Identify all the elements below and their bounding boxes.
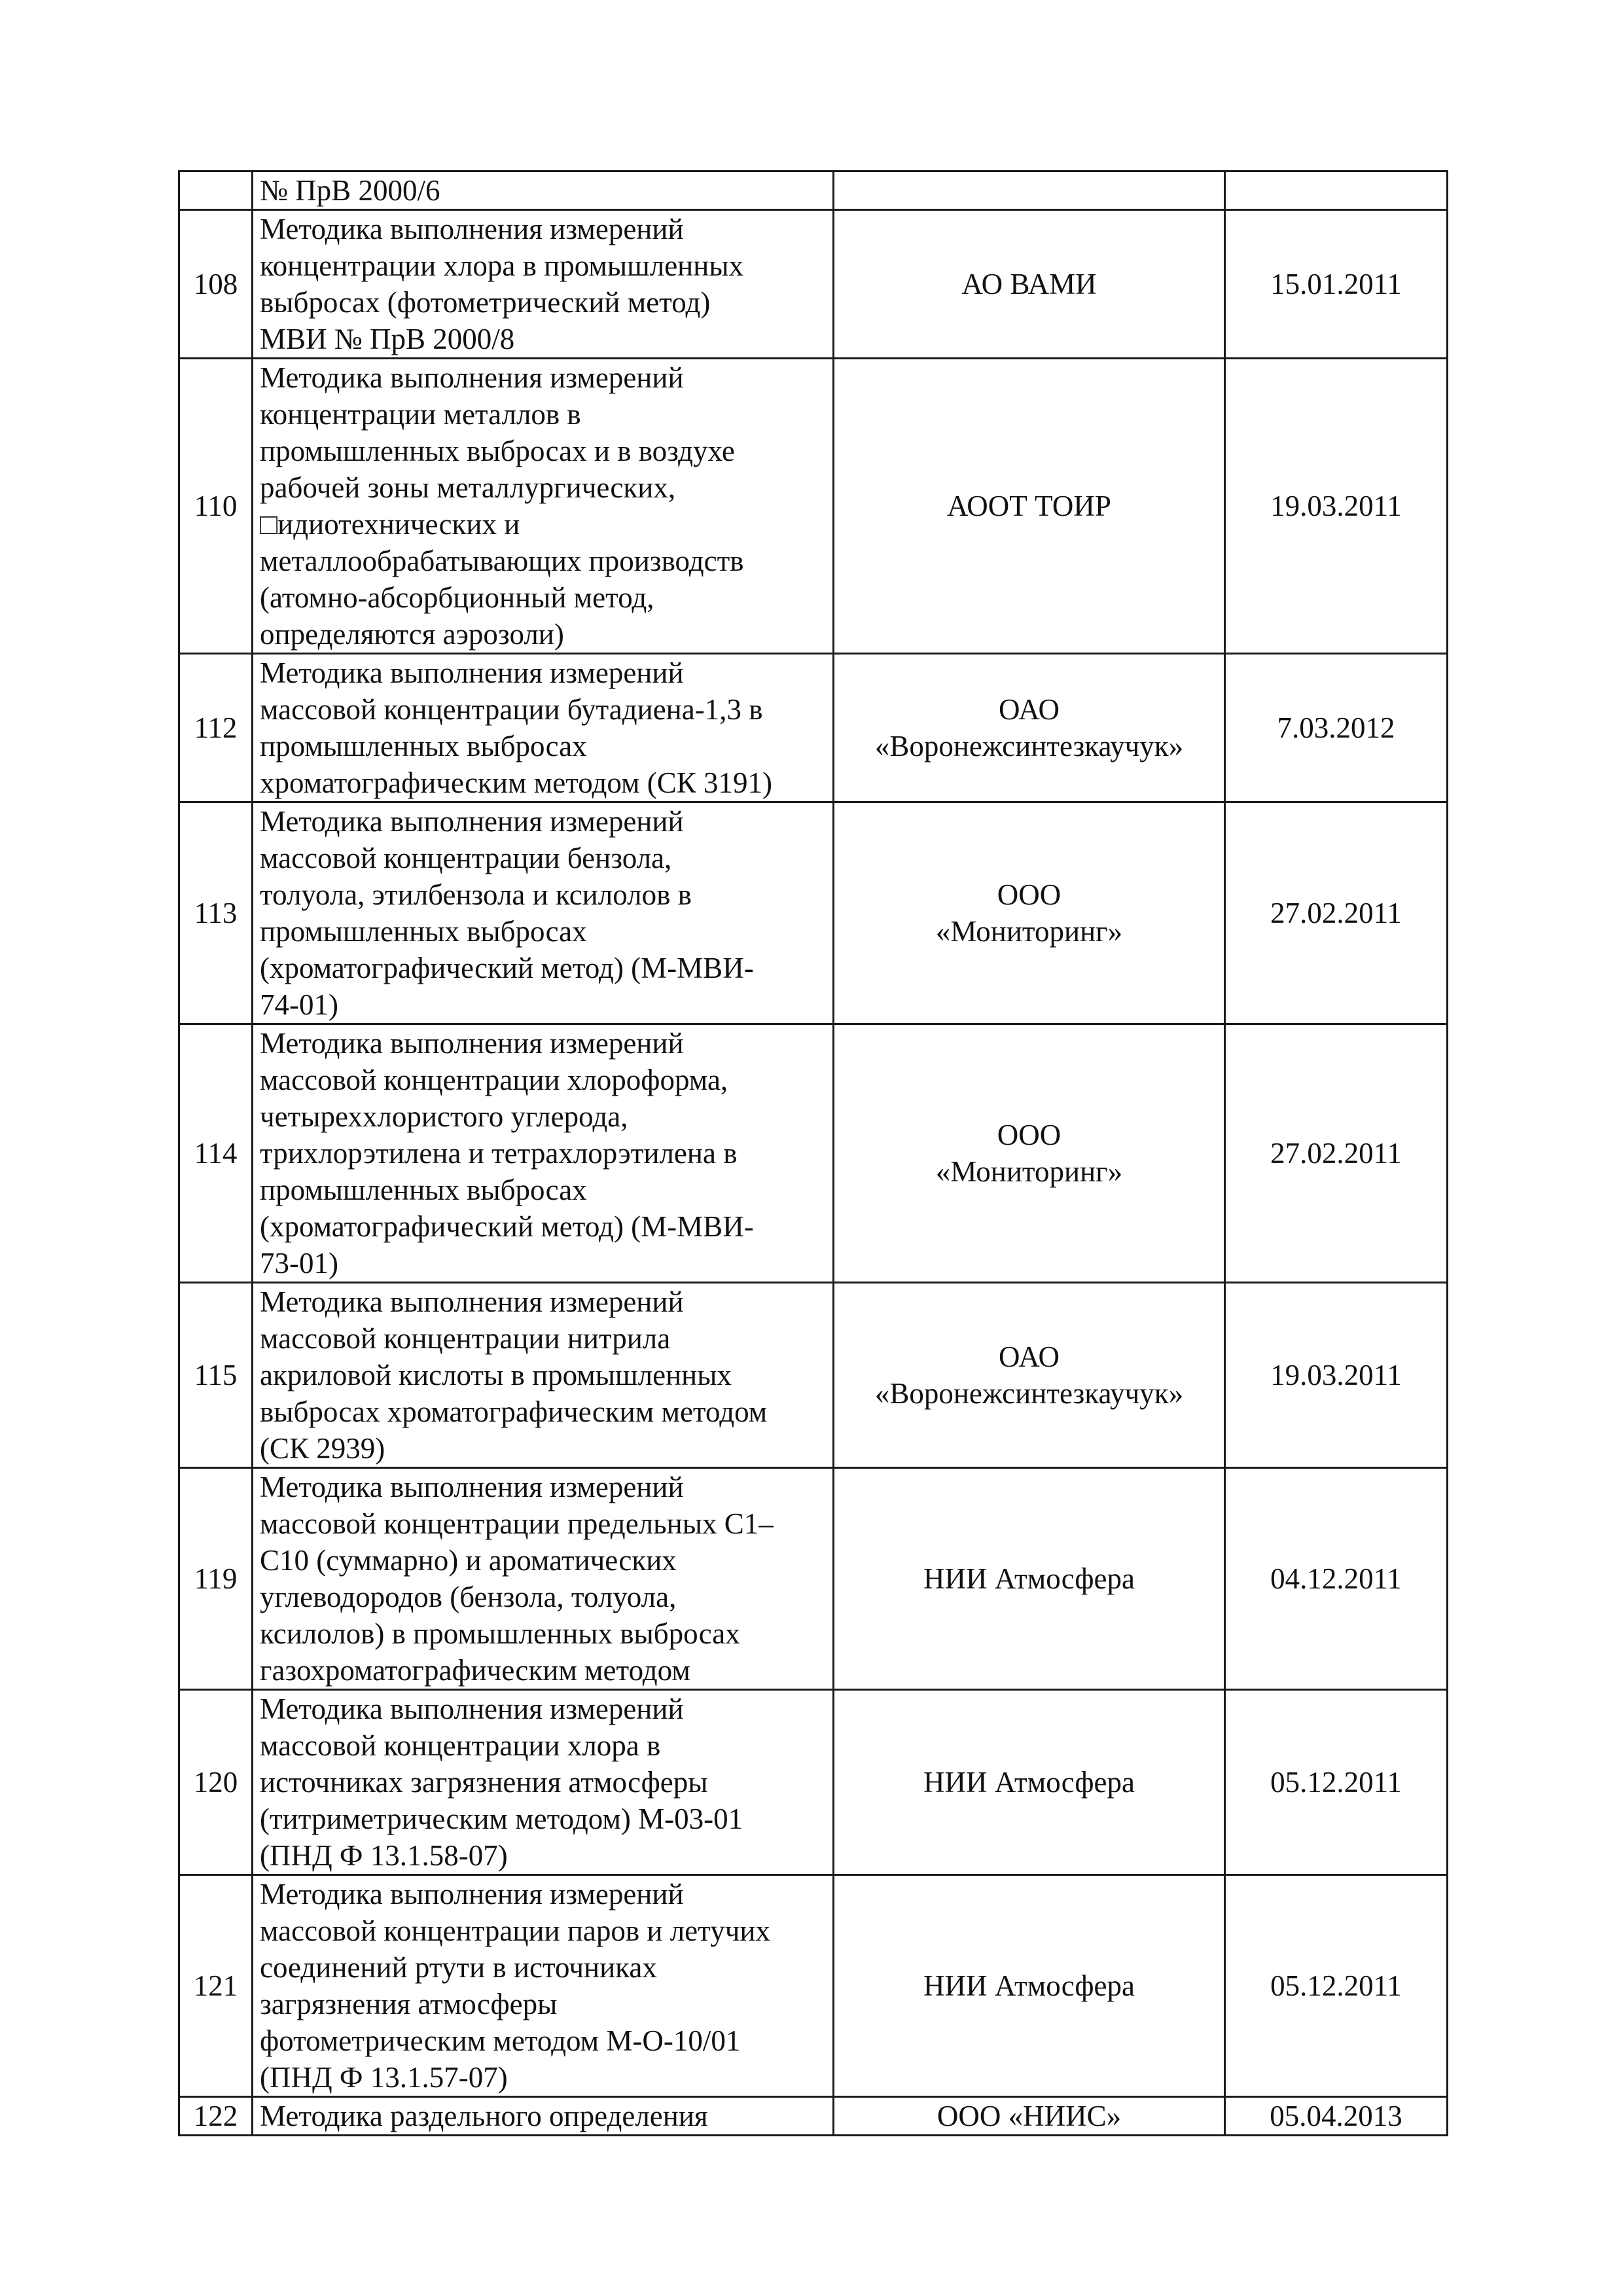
row-number: 119 [179, 1468, 253, 1690]
validity-date: 7.03.2012 [1225, 654, 1448, 802]
row-number: 121 [179, 1875, 253, 2097]
validity-date: 19.03.2011 [1225, 1283, 1448, 1468]
developer-organization: НИИ Атмосфера [834, 1468, 1225, 1690]
developer-organization: ОАО «Воронежсинтезкаучук» [834, 654, 1225, 802]
table-row [179, 1468, 1448, 1690]
developer-organization: ООО «НИИС» [834, 2097, 1225, 2136]
method-description: Методика выполнения измерений массовой концентрации нитрила акриловой кислоты в промышленных выбросах хроматографическим методом (СК 2939) [253, 1283, 834, 1468]
method-description: Методика выполнения измерений массовой концентрации паров и летучих соединений ртути в источниках загрязнения атмосферы фотометрическим методом М-О-10/01 (ПНД Ф 13.1.57-07) [253, 1875, 834, 2097]
method-description: Методика выполнения измерений массовой концентрации бензола, толуола, этилбензола и ксилолов в промышленных выбросах (хроматографический метод) (М-МВИ- 74-01) [253, 802, 834, 1024]
table-row [179, 1024, 1448, 1283]
method-description: Методика раздельного определения [253, 2097, 834, 2136]
validity-date [1225, 171, 1448, 210]
validity-date: 05.04.2013 [1225, 2097, 1448, 2136]
method-description: Методика выполнения измерений концентрации металлов в промышленных выбросах и в воздухе рабочей зоны металлургических, □идиотехнических и металлообрабатывающих производств (атомно-абсорбционный метод, определяются аэрозоли) [253, 359, 834, 654]
table-row [179, 210, 1448, 359]
method-description: № ПрВ 2000/6 [253, 171, 834, 210]
row-number: 108 [179, 210, 253, 359]
developer-organization: АО ВАМИ [834, 210, 1225, 359]
developer-organization: ОАО «Воронежсинтезкаучук» [834, 1283, 1225, 1468]
method-description: Методика выполнения измерений массовой концентрации бутадиена-1,3 в промышленных выбросах хроматографическим методом (СК 3191) [253, 654, 834, 802]
table-row [179, 1875, 1448, 2097]
table-row [179, 2097, 1448, 2136]
row-number: 114 [179, 1024, 253, 1283]
row-number: 112 [179, 654, 253, 802]
validity-date: 19.03.2011 [1225, 359, 1448, 654]
row-number: 110 [179, 359, 253, 654]
table-row [179, 1283, 1448, 1468]
row-number [179, 171, 253, 210]
method-description: Методика выполнения измерений массовой концентрации предельных С1– С10 (суммарно) и ароматических углеводородов (бензола, толуола, ксилолов) в промышленных выбросах газохроматографическим методом [253, 1468, 834, 1690]
developer-organization: НИИ Атмосфера [834, 1875, 1225, 2097]
table-row [179, 359, 1448, 654]
validity-date: 27.02.2011 [1225, 1024, 1448, 1283]
table-row [179, 171, 1448, 210]
validity-date: 04.12.2011 [1225, 1468, 1448, 1690]
validity-date: 05.12.2011 [1225, 1690, 1448, 1875]
table-row [179, 1690, 1448, 1875]
methods-register-table [178, 170, 1448, 2136]
developer-organization: ООО «Мониторинг» [834, 802, 1225, 1024]
validity-date: 05.12.2011 [1225, 1875, 1448, 2097]
developer-organization: НИИ Атмосфера [834, 1690, 1225, 1875]
developer-organization: ООО «Мониторинг» [834, 1024, 1225, 1283]
row-number: 115 [179, 1283, 253, 1468]
row-number: 113 [179, 802, 253, 1024]
row-number: 120 [179, 1690, 253, 1875]
table-row [179, 802, 1448, 1024]
method-description: Методика выполнения измерений массовой концентрации хлороформа, четыреххлористого углерода, трихлорэтилена и тетрахлорэтилена в промышленных выбросах (хроматографический метод) (М-МВИ- 73-01) [253, 1024, 834, 1283]
developer-organization: АООТ ТОИР [834, 359, 1225, 654]
method-description: Методика выполнения измерений концентрации хлора в промышленных выбросах (фотометрический метод) МВИ № ПрВ 2000/8 [253, 210, 834, 359]
developer-organization [834, 171, 1225, 210]
validity-date: 27.02.2011 [1225, 802, 1448, 1024]
table-row [179, 654, 1448, 802]
row-number: 122 [179, 2097, 253, 2136]
method-description: Методика выполнения измерений массовой концентрации хлора в источниках загрязнения атмосферы (титриметрическим методом) М-03-01 (ПНД Ф 13.1.58-07) [253, 1690, 834, 1875]
validity-date: 15.01.2011 [1225, 210, 1448, 359]
